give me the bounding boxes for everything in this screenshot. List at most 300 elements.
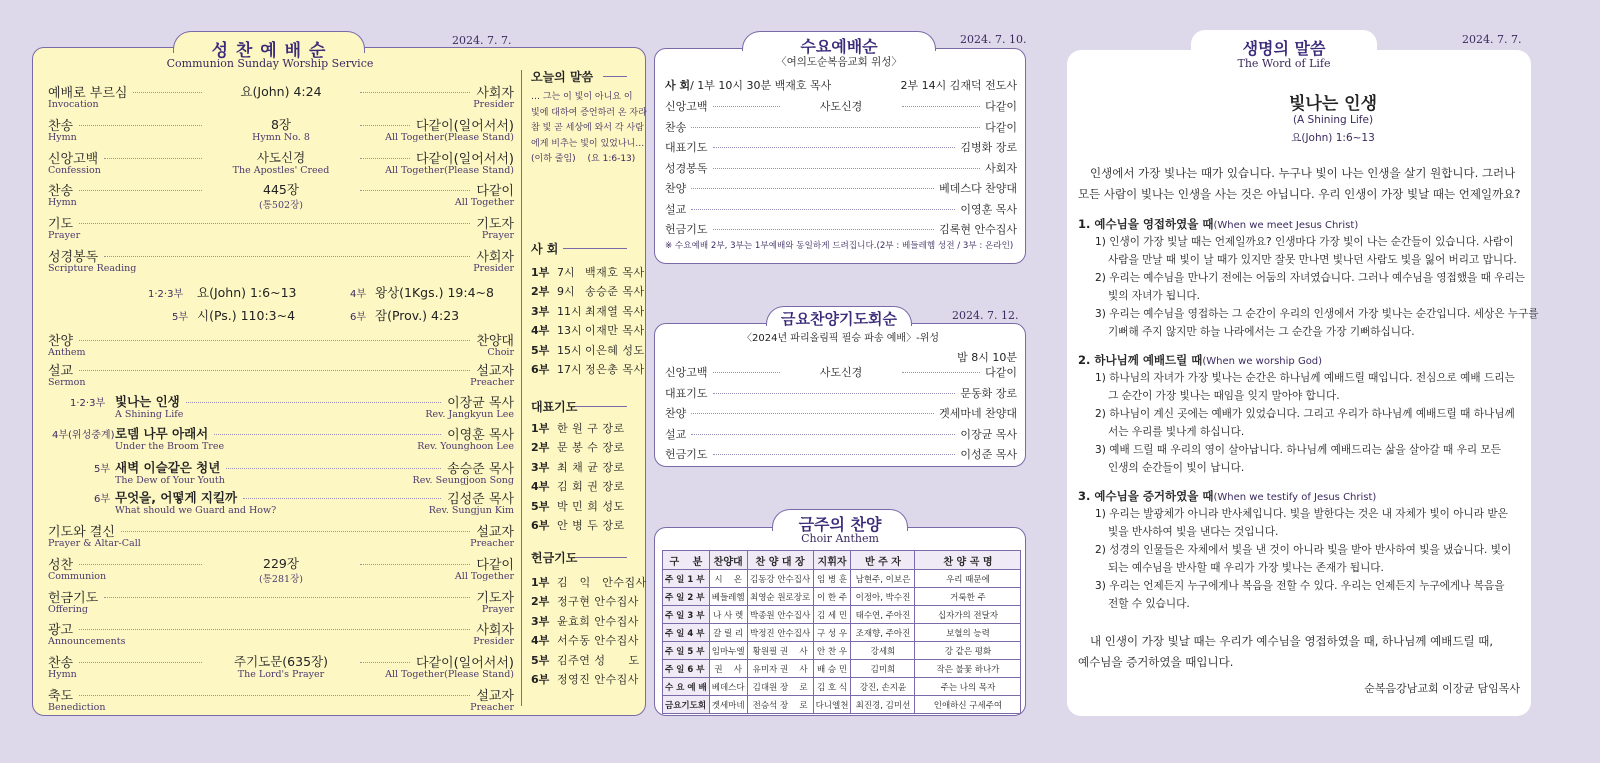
order-leader: 이성준 목사 [960, 448, 1017, 461]
order-row [665, 446, 1017, 462]
item-leader: 설교자 [476, 525, 514, 540]
host-row [531, 342, 645, 358]
offering-row-cell: 3부 [531, 614, 550, 628]
leader-dots [79, 629, 470, 630]
choir-cell: 주 일 3 부 [663, 606, 710, 624]
item-leader: 다같이 [476, 557, 514, 573]
host-row [531, 303, 645, 319]
choir-cell: 다니엘천 [813, 696, 851, 714]
order-label: 헌금기도 [665, 223, 708, 236]
prayer-row-cell: 최 채 균 장로 [557, 460, 625, 474]
prayer-row-cell: 박 민 희 성도 [557, 499, 625, 513]
leader-dots [713, 454, 955, 455]
offering-row-cell: 윤효희 안수집사 [557, 614, 639, 628]
item-label: 예배로 부르심 [48, 86, 128, 101]
order-row [665, 180, 1017, 196]
word-title: 생명의 말씀 [1242, 39, 1326, 58]
leader-dots [713, 229, 934, 230]
point-line: 인생의 순간들이 빛이 납니다. [1108, 462, 1245, 474]
section-heading [1078, 352, 1322, 368]
leader-dots [243, 498, 441, 499]
sermon-title: 새벽 이슬같은 청년 [115, 460, 221, 475]
choir-row [663, 642, 1021, 660]
leader-dots [713, 147, 955, 148]
item-leader: 설교자 [476, 689, 514, 704]
section-title-en: (When we testify of Jesus Christ) [1213, 492, 1377, 503]
item-leader: 사회자 [476, 250, 514, 265]
host-row-cell: 6부 [531, 363, 550, 376]
todays-word-title: 오늘의 말씀 [531, 70, 594, 84]
host-row-cell: 2부 [531, 285, 550, 299]
prayer-row [531, 498, 625, 514]
host-row-cell: 11시 [557, 304, 582, 318]
host-row-cell: 이은혜 성도 [585, 343, 645, 357]
point-line: 전할 수 있습니다. [1108, 598, 1190, 610]
choir-subtitle: Choir Anthem [801, 532, 879, 545]
offering-row [531, 613, 639, 629]
item-leader: 다같이(일어서서) [415, 118, 514, 134]
leader-dots [104, 158, 202, 159]
choir-cell: 이 한 주 [813, 588, 851, 606]
choir-cell: 십자가의 전달자 [915, 606, 1021, 624]
communion-date: 2024. 7. 7. [452, 34, 512, 47]
point-line: 되는 예수님을 반사할 때 우리가 가장 빛나는 존재가 됩니다. [1108, 562, 1384, 574]
order-leader: 겟세마네 찬양대 [939, 407, 1017, 420]
leader-dots [691, 127, 980, 128]
todays-word-line: 참 빛 곧 세상에 와서 각 사람 [531, 123, 644, 133]
offering-rule [575, 557, 627, 558]
choir-row [663, 660, 1021, 678]
item-label-en: Hymn [48, 669, 77, 681]
sermon-title-en: The Dew of Your Youth [115, 475, 225, 486]
item-label: 성경봉독 [48, 250, 99, 265]
offering-row-cell: 김주연 성 도 [557, 653, 640, 667]
leader-dots [214, 434, 441, 435]
item-label: 찬송 [48, 184, 74, 200]
section-title: 3. 예수님을 증거하였을 때 [1078, 489, 1214, 503]
offering-title: 헌금기도 [531, 551, 578, 565]
sermon-preacher-en: Rev. Sungjun Kim [428, 505, 514, 516]
leader-dots [360, 190, 470, 191]
choir-cell: 인애하신 구세주여 [915, 696, 1021, 714]
service-item [48, 115, 514, 145]
item-label: 신앙고백 [48, 151, 99, 167]
offering-row-cell: 김 익 안수집사 [557, 576, 647, 589]
leader-dots [79, 223, 470, 224]
item-content-en: Hymn No. 8 [252, 131, 310, 143]
prayer-title: 대표기도 [531, 400, 578, 414]
word-subtitle: The Word of Life [1237, 57, 1331, 70]
point-line: 1) 하나님의 자녀가 가장 빛나는 순간은 하나님께 예배드릴 때입니다. 전심으로 예배 드리는 [1095, 372, 1515, 384]
leader-dots [133, 92, 202, 93]
sermon-part: 5부 [94, 464, 111, 475]
offering-row-cell: 1부 [531, 576, 550, 589]
sermon-item [48, 392, 514, 422]
point-line: 2) 성경의 인물들은 자체에서 빛을 낸 것이 아니라 빛을 받아 반사하여 빛을 냈습니다. 빛이 [1095, 544, 1512, 556]
choir-cell: 김 호 식 [813, 678, 851, 696]
prayer-row-cell: 1부 [531, 422, 550, 435]
reading-part: 6부 [350, 312, 367, 323]
item-leader-en: All Together(Please Stand) [385, 669, 514, 681]
reading-ref: 잠(Prov.) 4:23 [375, 308, 460, 323]
sermon-title: 로뎀 나무 아래서 [115, 426, 209, 441]
host-title: 사 회 [531, 242, 559, 256]
prayer-row [531, 478, 625, 494]
host-row [531, 264, 645, 280]
order-row [665, 364, 1017, 380]
choir-cell: 배 승 민 [813, 660, 851, 678]
choir-cell: 최진경, 김미선 [851, 696, 915, 714]
order-label: 성경봉독 [665, 161, 708, 175]
choir-cell: 최영순 원로장로 [747, 588, 813, 606]
leader-dots [186, 402, 441, 403]
service-item [48, 587, 514, 617]
sermon-preacher: 김성준 목사 [447, 492, 514, 507]
choir-cell: 김대원 장 로 [747, 678, 813, 696]
reading-ref: 왕상(1Kgs.) 19:4~8 [375, 285, 494, 300]
choir-cell: 김동강 안수집사 [747, 570, 813, 588]
item-leader-en: Presider [473, 636, 514, 648]
leader-dots [104, 597, 470, 598]
service-item [48, 213, 514, 243]
prayer-row-cell: 안 병 두 장로 [557, 519, 625, 532]
item-label-en: Prayer [48, 230, 81, 242]
sermon-title: 빛나는 인생 [115, 394, 180, 409]
intro-line: 모든 사람이 빛나는 인생을 사는 것은 아닙니다. 우리 인생이 가장 빛날 때는 언제일까요? [1078, 187, 1521, 201]
leader-dots [691, 188, 934, 189]
point-line: 1) 우리는 발광체가 아니라 반사체입니다. 빛을 발한다는 것은 내 자체가 빛이 아니라 받은 [1095, 508, 1508, 520]
sermon-title: 무엇을, 어떻게 지킬까 [115, 490, 238, 505]
section-title: 1. 예수님을 영접하였을 때 [1078, 217, 1214, 231]
item-label-en: Anthem [48, 347, 86, 358]
order-row [665, 119, 1017, 135]
item-content: 229장 [263, 555, 299, 571]
section-title-en: (When we worship God) [1202, 356, 1323, 367]
item-label: 찬송 [48, 656, 74, 672]
item-leader-en: Preacher [470, 538, 514, 549]
leader-dots [691, 209, 955, 210]
choir-cell: 갈 릴 리 [709, 624, 747, 642]
leader-dots [360, 564, 470, 565]
choir-cell: 우리 때문에 [915, 570, 1021, 588]
choir-row [663, 606, 1021, 624]
prayer-row-cell: 김 회 권 장로 [557, 480, 625, 494]
prayer-row-cell: 한 원 구 장로 [557, 422, 625, 435]
prayer-row-cell: 4부 [531, 480, 550, 494]
leader-dots [691, 413, 934, 414]
section-heading [1078, 216, 1358, 232]
choir-table-header [663, 551, 1021, 570]
pastor-signature: 순복음강남교회 이장균 담임목사 [1364, 682, 1520, 695]
item-label-en: Announcements [48, 636, 126, 648]
offering-row [531, 652, 640, 668]
order-label: 설교 [665, 427, 687, 441]
item-label-en: Invocation [48, 99, 99, 110]
item-leader: 사회자 [476, 623, 514, 639]
choir-cell: 구 성 우 [813, 624, 851, 642]
item-label: 찬양 [48, 334, 74, 349]
prayer-row [531, 439, 625, 455]
item-leader-en: Choir [487, 347, 514, 358]
leader-dots [79, 695, 470, 696]
reading-ref: 요(John) 1:6~13 [197, 285, 297, 300]
point-line: 2) 우리는 예수님을 만나기 전에는 어둠의 자녀였습니다. 그러나 예수님을 영접했을 때 우리는 [1095, 272, 1525, 284]
leader-dots [713, 372, 780, 373]
item-label-en: Hymn [48, 197, 77, 209]
left-divider [521, 70, 522, 706]
item-label: 설교 [48, 364, 74, 379]
reading-part: 5부 [172, 312, 189, 323]
conclusion-line: 예수님을 증거하였을 때입니다. [1078, 655, 1234, 669]
prayer-row [531, 459, 625, 475]
host-row-cell: 5부 [531, 343, 550, 357]
point-line: 빛의 자녀가 됩니다. [1108, 290, 1200, 302]
prayer-row-cell: 6부 [531, 519, 550, 532]
choir-cell: 박종원 안수집사 [747, 606, 813, 624]
item-label: 광고 [48, 623, 74, 639]
order-leader: 이영훈 목사 [960, 202, 1017, 216]
leader-dots [360, 92, 470, 93]
sermon-preacher-en: Rev. Younghoon Lee [417, 441, 514, 452]
host-row [531, 283, 645, 299]
item-leader-en: All Together(Please Stand) [385, 164, 514, 176]
item-label-en: Scripture Reading [48, 263, 137, 274]
offering-row-cell: 4부 [531, 634, 550, 648]
order-row [665, 160, 1017, 176]
leader-dots [713, 393, 955, 394]
host-row-cell: 17시 [557, 363, 582, 376]
service-item [48, 554, 514, 584]
choir-cell: 작은 불꽃 하나가 [915, 660, 1021, 678]
choir-cell: 보혈의 능력 [915, 624, 1021, 642]
leader-dots [79, 370, 470, 371]
item-leader-en: Preacher [470, 377, 514, 388]
order-content: 사도신경 [819, 366, 863, 379]
service-item [48, 685, 514, 715]
prayer-row-cell: 3부 [531, 460, 550, 474]
choir-header-cell: 지휘자 [813, 551, 851, 570]
item-label-en: Communion [48, 570, 107, 582]
choir-cell: 태수연, 주아진 [851, 606, 915, 624]
wednesday-subtitle: 〈여의도순복음교회 위성〉 [776, 56, 902, 68]
reading-part: 1·2·3부 [148, 289, 184, 300]
choir-cell: 이정아, 박수진 [851, 588, 915, 606]
choir-cell: 나 사 렛 [709, 606, 747, 624]
prayer-row-cell: 문 봉 수 장로 [557, 441, 625, 455]
choir-cell: 수 요 예 배 [663, 678, 710, 696]
sermon-title-en: What should we Guard and How? [115, 505, 277, 516]
host-row-cell: 15시 [557, 343, 582, 357]
host-row [531, 322, 645, 338]
service-item [48, 360, 514, 390]
item-leader-en: All Together(Please Stand) [385, 131, 514, 143]
item-leader-en: Presider [473, 99, 514, 110]
prayer-row-cell: 2부 [531, 441, 550, 455]
offering-row [531, 593, 639, 609]
item-content-en: The Apostles' Creed [232, 164, 330, 176]
order-row [665, 98, 1017, 114]
item-content-en: The Lord's Prayer [237, 669, 325, 681]
point-line: 3) 우리는 언제든지 누구에게나 복음을 전할 수 있다. 우리는 언제든지 누구에게나 복음을 [1095, 580, 1505, 592]
order-content: 사도신경 [819, 100, 863, 113]
item-label-en: Benediction [48, 702, 106, 713]
choir-cell: 남현주, 이보은 [851, 570, 915, 588]
service-item [48, 246, 514, 276]
order-row [665, 221, 1017, 237]
offering-row-cell: 정영진 안수집사 [557, 673, 639, 686]
host-row-cell: 9시 [557, 285, 575, 299]
choir-cell: 안 찬 우 [813, 642, 851, 660]
choir-cell: 박정진 안수집사 [747, 624, 813, 642]
sermon-part: 6부 [94, 494, 111, 505]
host-row-cell: 7시 [557, 266, 575, 279]
order-label: 찬양 [665, 182, 687, 195]
host-row-cell: 3부 [531, 304, 550, 318]
item-label: 헌금기도 [48, 590, 99, 606]
prayer-row [531, 517, 625, 533]
point-line: 사람을 만날 때 빛이 날 때가 있지만 잘못 만나면 빛나던 사람도 빛을 잃어 버리고 맙니다. [1108, 254, 1517, 266]
order-leader: 베데스다 찬양대 [939, 182, 1017, 195]
leader-dots [104, 256, 470, 257]
item-label-en: Sermon [48, 377, 86, 388]
choir-cell: 임마누엘 [709, 642, 747, 660]
order-label: 설교 [665, 202, 687, 216]
friday-time: 밤 8시 10분 [957, 351, 1017, 364]
item-content-en: (통502장) [259, 200, 303, 212]
leader-dots [79, 190, 202, 191]
sermon-title: 빛나는 인생 [1288, 94, 1378, 114]
host-row-cell: 이재만 목사 [585, 324, 645, 338]
item-leader: 다같이(일어서서) [415, 656, 514, 672]
order-label: 대표기도 [665, 141, 708, 154]
offering-row-cell: 서수동 안수집사 [557, 634, 639, 648]
choir-cell: 강진, 손지윤 [851, 678, 915, 696]
leader-dots [79, 564, 202, 565]
point-line: 3) 우리는 예수님을 영접하는 그 순간이 우리의 인생에서 가장 빛나는 순간입니다. 세상은 누구를 [1095, 308, 1539, 320]
choir-row [663, 696, 1021, 714]
point-line: 서는 우리를 빛나게 하십니다. [1108, 426, 1245, 438]
point-line: 2) 하나님이 계신 곳에는 예배가 있었습니다. 그리고 우리가 하나님께 예배드릴 때 하나님께 [1095, 408, 1515, 420]
leader-dots [360, 662, 410, 663]
todays-word-rule [603, 76, 627, 77]
choir-cell: 김미희 [851, 660, 915, 678]
service-item [48, 619, 514, 649]
choir-cell: 거룩한 주 [915, 588, 1021, 606]
leader-dots [713, 168, 980, 169]
intro-line: 인생에서 가장 빛나는 때가 있습니다. 누구나 빛이 나는 인생을 살기 원합니다. 그러나 [1090, 166, 1516, 180]
offering-row-cell: 5부 [531, 653, 550, 667]
item-leader: 사회자 [476, 86, 514, 101]
sermon-preacher-en: Rev. Seungjoon Song [412, 475, 514, 486]
item-label: 기도 [48, 217, 74, 233]
order-leader: 사회자 [985, 161, 1017, 175]
item-content: 8장 [270, 116, 292, 132]
choir-cell: 베데스다 [709, 678, 747, 696]
service-item [48, 652, 514, 682]
todays-word-line: … 그는 이 빛이 아니요 이 [531, 92, 633, 102]
conclusion-line: 내 인생이 가장 빛날 때는 우리가 예수님을 영접하였을 때, 하나님께 예배드릴 때, [1090, 634, 1494, 648]
choir-cell: 주 일 5 부 [663, 642, 710, 660]
order-leader: 문동화 장로 [960, 386, 1017, 400]
order-label: 찬송 [665, 120, 687, 134]
order-label: 신앙고백 [665, 366, 708, 379]
sermon-part: 1·2·3부 [70, 398, 106, 409]
choir-cell: 황원필 권 사 [747, 642, 813, 660]
choir-row [663, 678, 1021, 696]
item-leader-en: Prayer [481, 603, 514, 615]
choir-cell: 유미자 권 사 [747, 660, 813, 678]
choir-header-cell: 찬 양 대 장 [747, 551, 813, 570]
section-title: 2. 하나님께 예배드릴 때 [1078, 353, 1203, 367]
sermon-part: 4부(위성중계) [52, 430, 115, 441]
wednesday-title: 수요예배순 [800, 37, 878, 56]
todays-word-line: (이하 줄임) (요 1:6-13) [531, 154, 636, 164]
prayer-row [531, 420, 625, 436]
offering-row [531, 632, 639, 648]
choir-header-cell: 반 주 자 [851, 551, 915, 570]
service-item [48, 521, 514, 551]
host-rule [563, 248, 627, 249]
word-date: 2024. 7. 7. [1462, 33, 1522, 46]
leader-dots [121, 531, 470, 532]
item-leader-en: All Together [454, 197, 514, 209]
communion-title: 성 찬 예 배 순 [211, 41, 327, 61]
wednesday-host-label: 사 회/ 1부 10시 30분 백재호 목사 [665, 79, 832, 92]
choir-cell: 금요기도회 [663, 696, 710, 714]
wednesday-date: 2024. 7. 10. [960, 33, 1027, 46]
choir-title: 금주의 찬양 [798, 515, 882, 534]
service-item [48, 330, 514, 360]
prayer-rule [575, 406, 627, 407]
sermon-preacher: 송승준 목사 [447, 462, 514, 477]
choir-cell: 조재향, 주아진 [851, 624, 915, 642]
order-row [665, 385, 1017, 401]
item-content-en: (통281장) [259, 573, 303, 585]
friday-subtitle: 〈2024년 파리올림픽 필승 파송 예배〉-위성 [742, 333, 940, 344]
order-leader: 다같이 [985, 100, 1017, 113]
choir-cell: 겟세마네 [709, 696, 747, 714]
choir-cell: 주 일 4 부 [663, 624, 710, 642]
order-row [665, 405, 1017, 421]
choir-row [663, 570, 1021, 588]
order-row [665, 139, 1017, 155]
host-row-cell: 13시 [557, 324, 582, 338]
choir-cell: 주 일 6 부 [663, 660, 710, 678]
item-label: 성찬 [48, 557, 74, 573]
friday-title: 금요찬양기도회순 [781, 310, 897, 328]
point-line: 3) 예배 드릴 때 우리의 영이 살아납니다. 하나님께 예배드리는 삶을 살아갈 때 우리 모든 [1095, 444, 1501, 456]
leader-dots [79, 340, 470, 341]
order-leader: 이장균 목사 [960, 427, 1017, 441]
todays-word-line: 빛에 대하여 증언하러 온 자라 [531, 107, 647, 118]
section-title-en: (When we meet Jesus Christ) [1213, 220, 1359, 231]
sermon-english: (A Shining Life) [1292, 114, 1374, 126]
sermon-item [48, 424, 514, 454]
offering-row-cell: 정구현 안수집사 [557, 595, 639, 609]
service-item [48, 148, 514, 178]
order-leader: 다같이 [985, 120, 1017, 134]
sermon-preacher: 이장균 목사 [447, 396, 514, 411]
choir-cell: 김 세 민 [813, 606, 851, 624]
item-leader-en: Preacher [470, 702, 514, 713]
choir-cell: 임 병 훈 [813, 570, 851, 588]
choir-cell: 베들레헴 [709, 588, 747, 606]
wednesday-note: ※ 수요예배 2부, 3부는 1부예배와 동일하게 드려집니다.(2부 : 베들레헴 성전 / 3부 : 온라인) [665, 241, 1014, 251]
section-heading [1078, 488, 1376, 504]
item-label: 기도와 결신 [48, 525, 115, 540]
item-leader: 다같이(일어서서) [415, 151, 514, 167]
order-label: 헌금기도 [665, 448, 708, 461]
